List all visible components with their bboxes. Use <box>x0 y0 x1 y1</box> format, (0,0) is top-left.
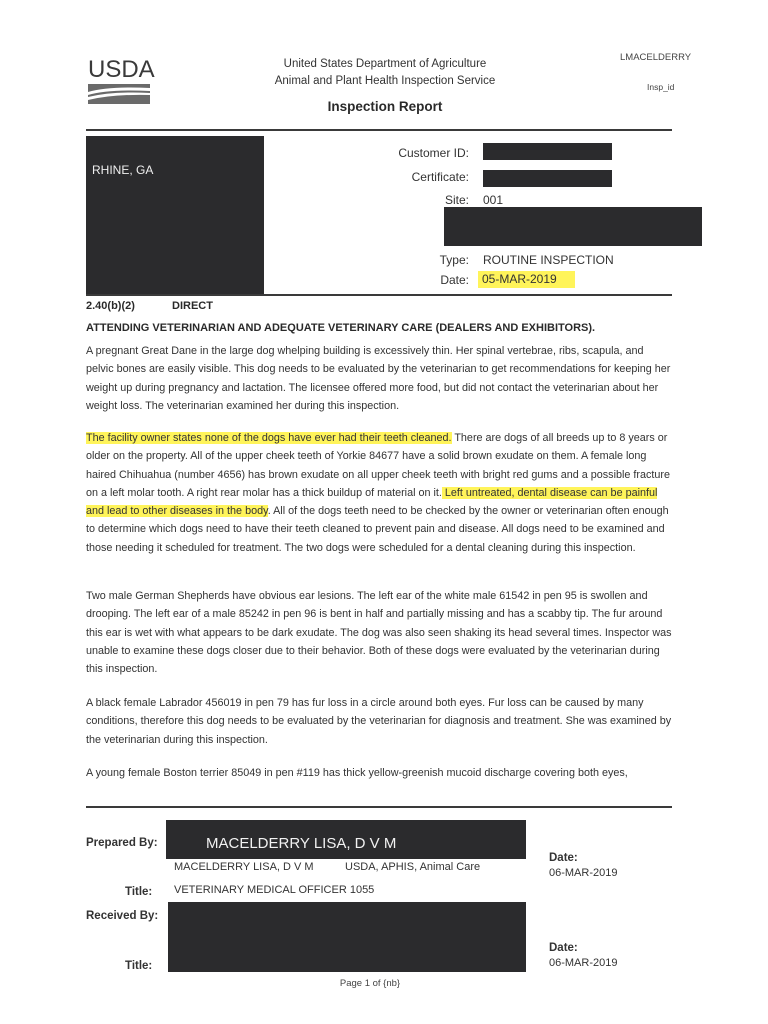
date-value: 05-MAR-2019 <box>478 271 575 288</box>
date-label: Date: <box>440 273 469 287</box>
received-by-label: Received By: <box>86 910 159 922</box>
paragraph-great-dane: A pregnant Great Dane in the large dog whelping building is excessively thin. Her spinal vertebrae, ribs, scapula, and pelvic bones are easily visible. This dog needs to be evaluated by the veterinarian to get recommendations for keeping her weight up during pregnancy and lactation. The licensee offered more food, but did not contact the veterinarian about her weight loss. The veterinarian examined her during this inspection. <box>86 345 671 412</box>
prepared-by-org: USDA, APHIS, Animal Care <box>345 861 481 873</box>
usda-logo-text: USDA <box>88 56 155 83</box>
type-value: ROUTINE INSPECTION <box>483 253 614 267</box>
agency-line-2: Animal and Plant Health Inspection Service <box>274 75 496 87</box>
agency-line-1: United States Department of Agriculture <box>283 58 487 70</box>
citation-heading: ATTENDING VETERINARIAN AND ADEQUATE VETERINARY CARE (DEALERS AND EXHIBITORS). <box>86 322 596 334</box>
citation-code: 2.40(b)(2) <box>86 300 135 312</box>
type-label: Type: <box>439 253 469 267</box>
paragraph-labrador: A black female Labrador 456019 in pen 79 has fur loss in a circle around both eyes. Fur loss can be caused by many conditions, therefore this dog needs to be evaluated by the veterinarian for diagnosis and treatment. She was examined by the veterinarian during this inspection. <box>86 697 672 746</box>
prepared-by-label: Prepared By: <box>86 837 158 849</box>
title-label-2: Title: <box>125 960 153 972</box>
site-address-redaction <box>444 207 702 246</box>
customer-id-label: Customer ID: <box>398 146 469 160</box>
certificate-label: Certificate: <box>411 170 469 184</box>
report-title: Inspection Report <box>327 99 443 114</box>
paragraph-dental <box>86 429 674 557</box>
prepared-by-sub: MACELDERRY LISA, D V M <box>174 861 314 873</box>
dental-text-a: There are dogs of all breeds up to 8 years or older on the property. All of the upper cheek teeth of Yorkie 84677 have a solid brown exudate on them. A female long haired Chihuahua (number 4656) has brown exudate on all upper cheek teeth with bright red gums and a possible fracture on a left molar tooth. A right rear molar has a thick buildup of material on it. <box>86 432 670 499</box>
paragraph-boston-terrier: A young female Boston terrier 85049 in pen #119 has thick yellow-greenish mucoid discharge covering both eyes, <box>86 767 628 779</box>
info-rule <box>86 294 672 296</box>
header-rule <box>86 129 672 131</box>
customer-id-redaction <box>483 143 612 160</box>
site-label: Site: <box>444 193 469 207</box>
paragraph-german-shepherds: Two male German Shepherds have obvious ear lesions. The left ear of the white male 61542 in pen 95 is swollen and drooping. The left ear of a male 85242 in pen 96 is bent in half and partially missing and has a scabby tip. The fur around this ear is wet with what appears to be dark exudate. The dog was also seen shaking its head several times. Inspector was unable to examine these dogs closer due to their behavior. Both of these dogs were evaluated by the veterinarian during this inspection. <box>86 590 672 676</box>
prepared-by-name: MACELDERRY LISA, D V M <box>206 835 397 852</box>
title-label: Title: <box>125 886 153 898</box>
footer-rule <box>86 806 672 808</box>
date-value-1: 06-MAR-2019 <box>549 867 618 879</box>
site-value: 001 <box>483 193 504 207</box>
highlight-teeth-cleaned: The facility owner states none of the dogs have ever had their teeth cleaned. <box>86 432 452 444</box>
dental-text-b: . All of the dogs teeth need to be checked by the owner or veterinarian often enough to determine which dogs need to have their teeth cleaned to prevent pain and disease. All dogs need to be examined and those needing it scheduled for treatment. The two dogs were scheduled for a dental cleaning during this inspection. <box>86 505 669 554</box>
title-value: VETERINARY MEDICAL OFFICER 1055 <box>174 884 375 896</box>
citation-kind: DIRECT <box>172 300 213 312</box>
certificate-redaction <box>483 170 612 187</box>
date-label-2: Date: <box>549 942 578 954</box>
facility-redaction <box>86 136 264 294</box>
received-by-redaction <box>168 902 526 972</box>
highlight-dental-disease: Left untreated, dental disease can be painful and lead to other diseases in the body <box>86 486 658 518</box>
usda-logo-icon <box>88 84 150 104</box>
page-number: Page 1 of {nb} <box>339 978 401 989</box>
insp-id: Insp_id <box>647 82 675 92</box>
date-value-2: 06-MAR-2019 <box>549 957 618 969</box>
inspector-code: LMACELDERRY <box>620 52 692 63</box>
facility-location: RHINE, GA <box>92 163 154 177</box>
date-label-1: Date: <box>549 852 578 864</box>
